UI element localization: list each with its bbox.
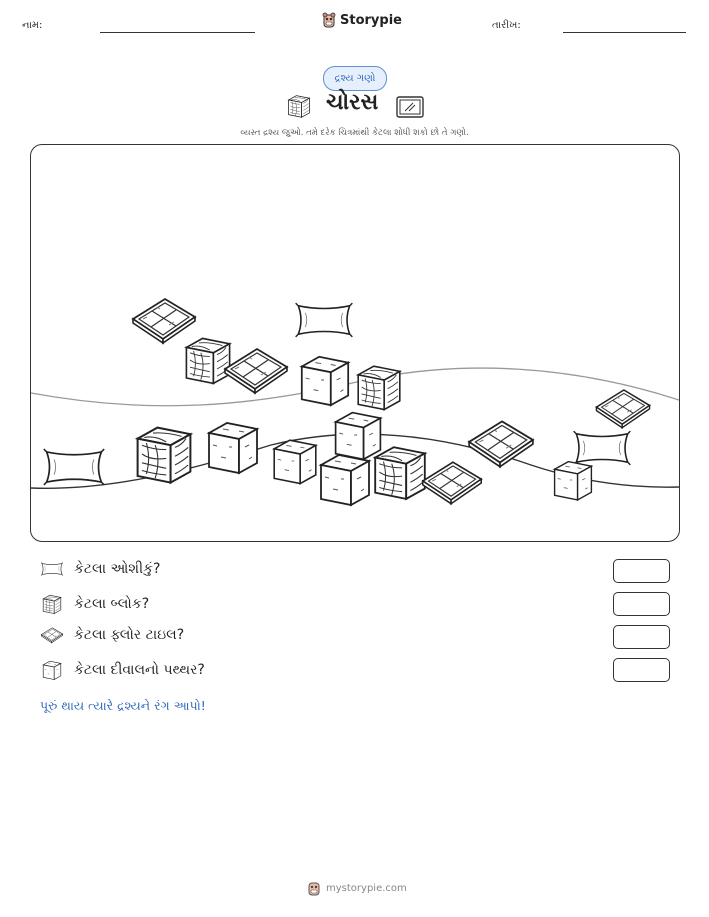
brand-name: Storypie: [340, 12, 402, 28]
question-wall-stones: [40, 659, 205, 681]
storypie-mascot-icon: [307, 880, 321, 896]
wall-stone-item: [336, 413, 381, 460]
floor-tile-item: [469, 421, 533, 466]
block-item: [375, 447, 425, 499]
instructions: વ્યસ્ત દ્રશ્ય જુઓ. તમે દરેક ચિત્રમાંથી કેટલા શોધી શકો છો તે ગણો.: [240, 128, 469, 138]
answer-box-floor-tiles[interactable]: [613, 625, 670, 649]
question-blocks: [40, 593, 149, 615]
wall-stone-item: [555, 462, 592, 500]
page-title: ચોરસ: [326, 90, 379, 115]
floor-tile-item: [596, 390, 649, 428]
wall-stone-item: [209, 423, 257, 473]
name-label: નામ:: [22, 20, 43, 31]
activity-badge: દ્રશ્ય ગણો: [323, 66, 387, 91]
footer: [307, 880, 407, 896]
scene-illustration: [31, 145, 679, 541]
wall-stone-item: [274, 440, 316, 483]
question-text: કેટલા ફ્લોર ટાઇલ?: [74, 627, 185, 643]
pillow-icon: [40, 560, 64, 578]
date-field[interactable]: [563, 32, 686, 33]
answer-box-blocks[interactable]: [613, 592, 670, 616]
pillow-item: [44, 449, 104, 485]
wall-stone-icon: [40, 659, 64, 681]
floor-tile-icon: [40, 626, 64, 644]
floor-tile-item: [423, 462, 481, 503]
block-icon: [285, 93, 313, 119]
question-text: કેટલા ઓશીકું?: [74, 561, 161, 577]
date-label: તારીખ:: [492, 20, 521, 31]
answer-box-pillows[interactable]: [613, 559, 670, 583]
footer-site[interactable]: mystorypie.com: [326, 882, 407, 894]
block-item: [186, 338, 229, 383]
brand-logo: [322, 12, 402, 28]
name-field[interactable]: [100, 32, 255, 33]
question-text: કેટલા દીવાલનો પથ્થર?: [74, 662, 205, 678]
question-pillows: [40, 560, 160, 578]
floor-tile-item: [225, 349, 287, 393]
block-item: [358, 366, 400, 409]
pillow-item: [296, 303, 353, 337]
scene-horizon-line: [31, 368, 679, 406]
storypie-mascot-icon: [322, 12, 336, 28]
square-tile-icon: [396, 96, 424, 118]
question-text: કેટલા બ્લોક?: [74, 596, 150, 612]
counting-scene: [30, 144, 680, 542]
block-icon: [40, 593, 64, 615]
wall-stone-item: [321, 455, 369, 505]
wall-stone-item: [302, 357, 348, 405]
question-floor-tiles: [40, 626, 184, 644]
answer-box-wall-stones[interactable]: [613, 658, 670, 682]
pillow-item: [574, 431, 631, 465]
closing-note: પૂરું થાય ત્યારે દ્રશ્યને રંગ આપો!: [40, 698, 206, 713]
block-item: [138, 428, 191, 483]
floor-tile-item: [133, 299, 195, 343]
